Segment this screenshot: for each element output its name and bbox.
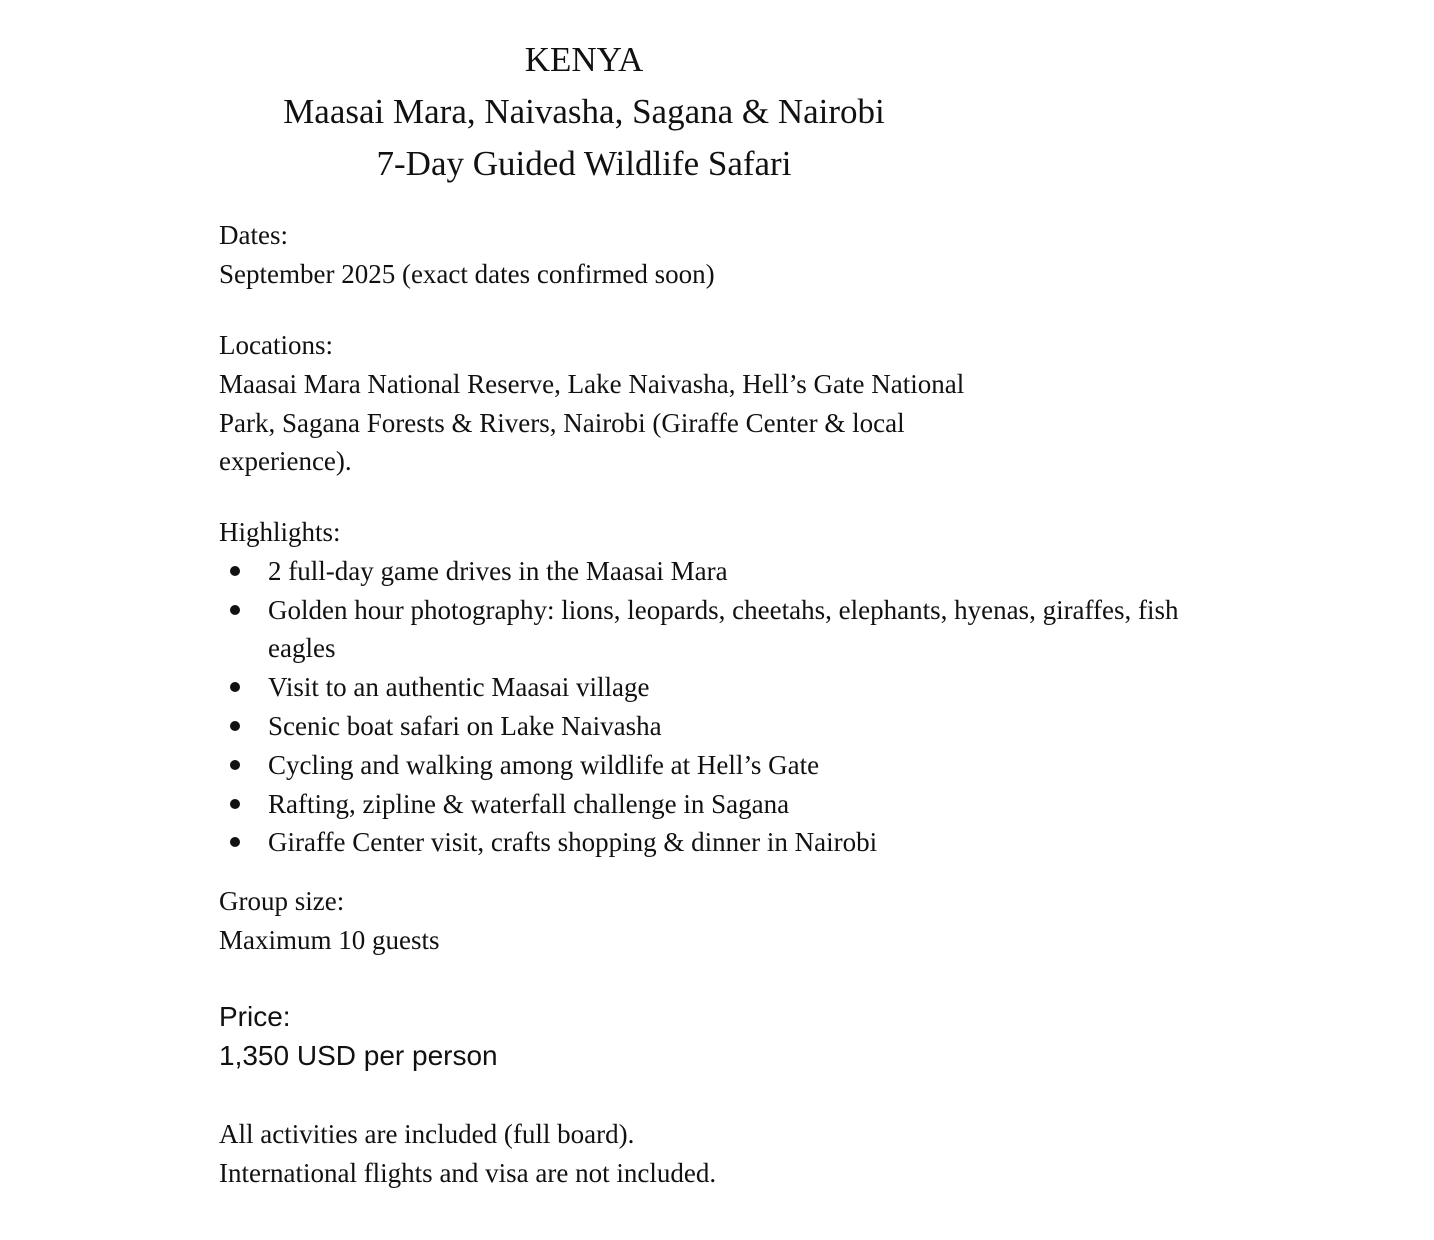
note-not-included: International flights and visa are not included. [219,1157,717,1188]
title-block [219,34,949,190]
highlight-item [219,707,1219,746]
title-regions: Maasai Mara, Naivasha, Sagana & Nairobi [283,92,885,131]
group-size-label: Group size: [219,886,345,916]
highlight-item [219,668,1219,707]
highlight-item [219,552,1219,591]
highlight-item [219,823,1219,862]
highlight-item [219,591,1219,669]
highlight-text: Visit to an authentic Maasai village [268,672,650,703]
locations-label: Locations: [219,330,333,360]
highlight-item [219,785,1219,824]
group-size-value: Maximum 10 guests [219,924,440,955]
bullet-icon [230,721,240,731]
price-section [219,997,1219,1075]
title-country: KENYA [524,40,644,79]
bullet-icon [230,682,240,692]
group-size-section [219,882,1219,960]
dates-section [219,216,1219,294]
locations-section [219,326,1219,481]
price-value: 1,350 USD per person [219,1040,498,1071]
title-tour: 7-Day Guided Wildlife Safari [376,144,792,183]
notes-section [219,1115,1219,1193]
highlight-text: Cycling and walking among wildlife at Hell’s Gate [268,749,820,780]
locations-line: Maasai Mara National Reserve, Lake Naivasha, Hell’s Gate National [219,368,965,399]
bullet-icon [230,799,240,809]
highlight-text: 2 full-day game drives in the Maasai Mara [268,555,728,586]
highlights-section [219,513,1219,862]
bullet-icon [230,566,240,576]
highlight-text: Rafting, zipline & waterfall challenge in Sagana [268,788,790,819]
note-included: All activities are included (full board). [219,1119,635,1149]
locations-line: Park, Sagana Forests & Rivers, Nairobi (Giraffe Center & local [219,407,905,438]
highlight-item [219,746,1219,785]
bullet-icon [230,605,240,615]
highlights-list [219,552,1219,862]
bullet-icon [230,760,240,770]
dates-label: Dates: [219,220,288,250]
bullet-icon [230,837,240,847]
locations-line: experience). [219,446,352,477]
price-label: Price: [219,1001,291,1032]
highlights-label: Highlights: [219,517,341,547]
highlight-text: Golden hour photography: lions, leopards, cheetahs, elephants, hyenas, giraffes, fish eagles [268,594,1179,664]
dates-value: September 2025 (exact dates confirmed soon) [219,258,715,289]
highlight-text: Giraffe Center visit, crafts shopping & dinner in Nairobi [268,827,878,858]
highlight-text: Scenic boat safari on Lake Naivasha [268,710,662,741]
